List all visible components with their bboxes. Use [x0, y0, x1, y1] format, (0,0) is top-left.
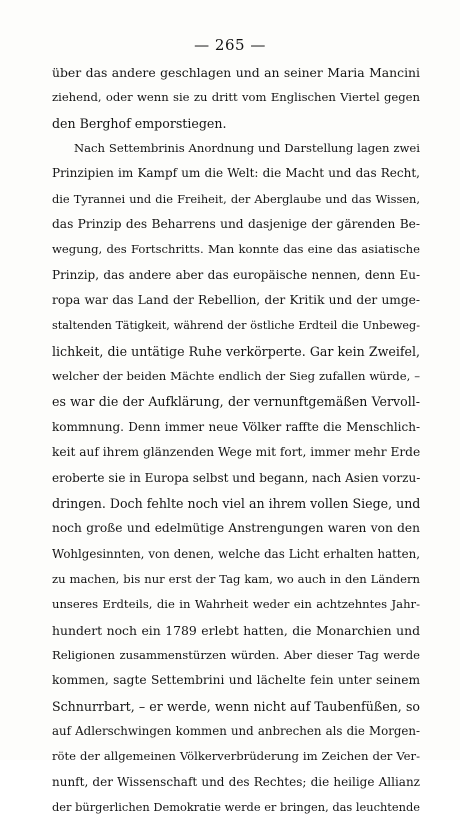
text-line: Wohlgesinnten, von denen, welche das Licht erhalten hatten,	[52, 546, 420, 561]
text-line: eroberte sie in Europa selbst und begann, nach Asien vorzu-	[52, 470, 420, 485]
text-line: auf Adlerschwingen kommen und anbrechen als die Morgen-	[52, 723, 420, 738]
text-line: Religionen zusammenstürzen würden. Aber dieser Tag werde	[52, 647, 420, 662]
body-text	[52, 60, 420, 820]
text-line: wegung, des Fortschritts. Man konnte das eine das asiatische	[52, 242, 420, 257]
text-line: welcher der beiden Mächte endlich der Sieg zufallen würde, –	[52, 369, 420, 384]
paragraph	[52, 60, 420, 136]
text-line: kommnung. Denn immer neue Völker raffte die Menschlich-	[52, 419, 420, 434]
text-line: ziehend, oder wenn sie zu dritt vom Englischen Viertel gegen	[52, 90, 420, 105]
text-line: Prinzip, das andere aber das europäische nennen, denn Eu-	[52, 267, 420, 282]
page-number: — 265 —	[194, 36, 266, 54]
text-line: lichkeit, die untätige Ruhe verkörperte. Gar kein Zweifel,	[52, 343, 420, 359]
text-line: zu machen, bis nur erst der Tag kam, wo auch in den Ländern	[52, 571, 420, 586]
text-line: kommen, sagte Settembrini und lächelte fein unter seinem	[52, 673, 420, 688]
text-line: staltenden Tätigkeit, während der östliche Erdteil die Unbeweg-	[52, 319, 420, 333]
text-line: es war die der Aufklärung, der vernunftgemäßen Vervoll-	[52, 394, 420, 410]
text-line: nunft, der Wissenschaft und des Rechtes; die heilige Allianz	[52, 774, 420, 789]
text-line: hundert noch ein 1789 erlebt hatten, die Monarchien und	[52, 622, 420, 638]
text-line: Nach Settembrinis Anordnung und Darstellung lagen zwei	[74, 141, 420, 156]
text-line: unseres Erdteils, die in Wahrheit weder ein achtzehntes Jahr-	[52, 597, 420, 612]
text-line: den Berghof emporstiegen.	[52, 115, 227, 131]
text-line: röte der allgemeinen Völkerverbrüderung im Zeichen der Ver-	[52, 749, 420, 764]
text-line: dringen. Doch fehlte noch viel an ihrem vollen Siege, und	[52, 495, 420, 511]
text-line: über das andere geschlagen und an seiner Maria Mancini	[52, 65, 420, 80]
text-line: der bürgerlichen Demokratie werde er bringen, das leuchtende	[52, 799, 420, 814]
paragraph	[52, 136, 420, 820]
text-line: ropa war das Land der Rebellion, der Kritik und der umge-	[52, 293, 420, 308]
text-line: noch große und edelmütige Anstrengungen waren von den	[52, 521, 420, 536]
text-line: das Prinzip des Beharrens und dasjenige der gärenden Be-	[52, 217, 420, 232]
text-line: Prinzipien im Kampf um die Welt: die Macht und das Recht,	[52, 166, 420, 181]
text-line: keit auf ihrem glänzenden Wege mit fort, immer mehr Erde	[52, 445, 420, 460]
text-line: die Tyrannei und die Freiheit, der Aberglaube und das Wissen,	[52, 191, 420, 206]
text-line: Schnurrbart, – er werde, wenn nicht auf Taubenfüßen, so	[52, 698, 420, 714]
